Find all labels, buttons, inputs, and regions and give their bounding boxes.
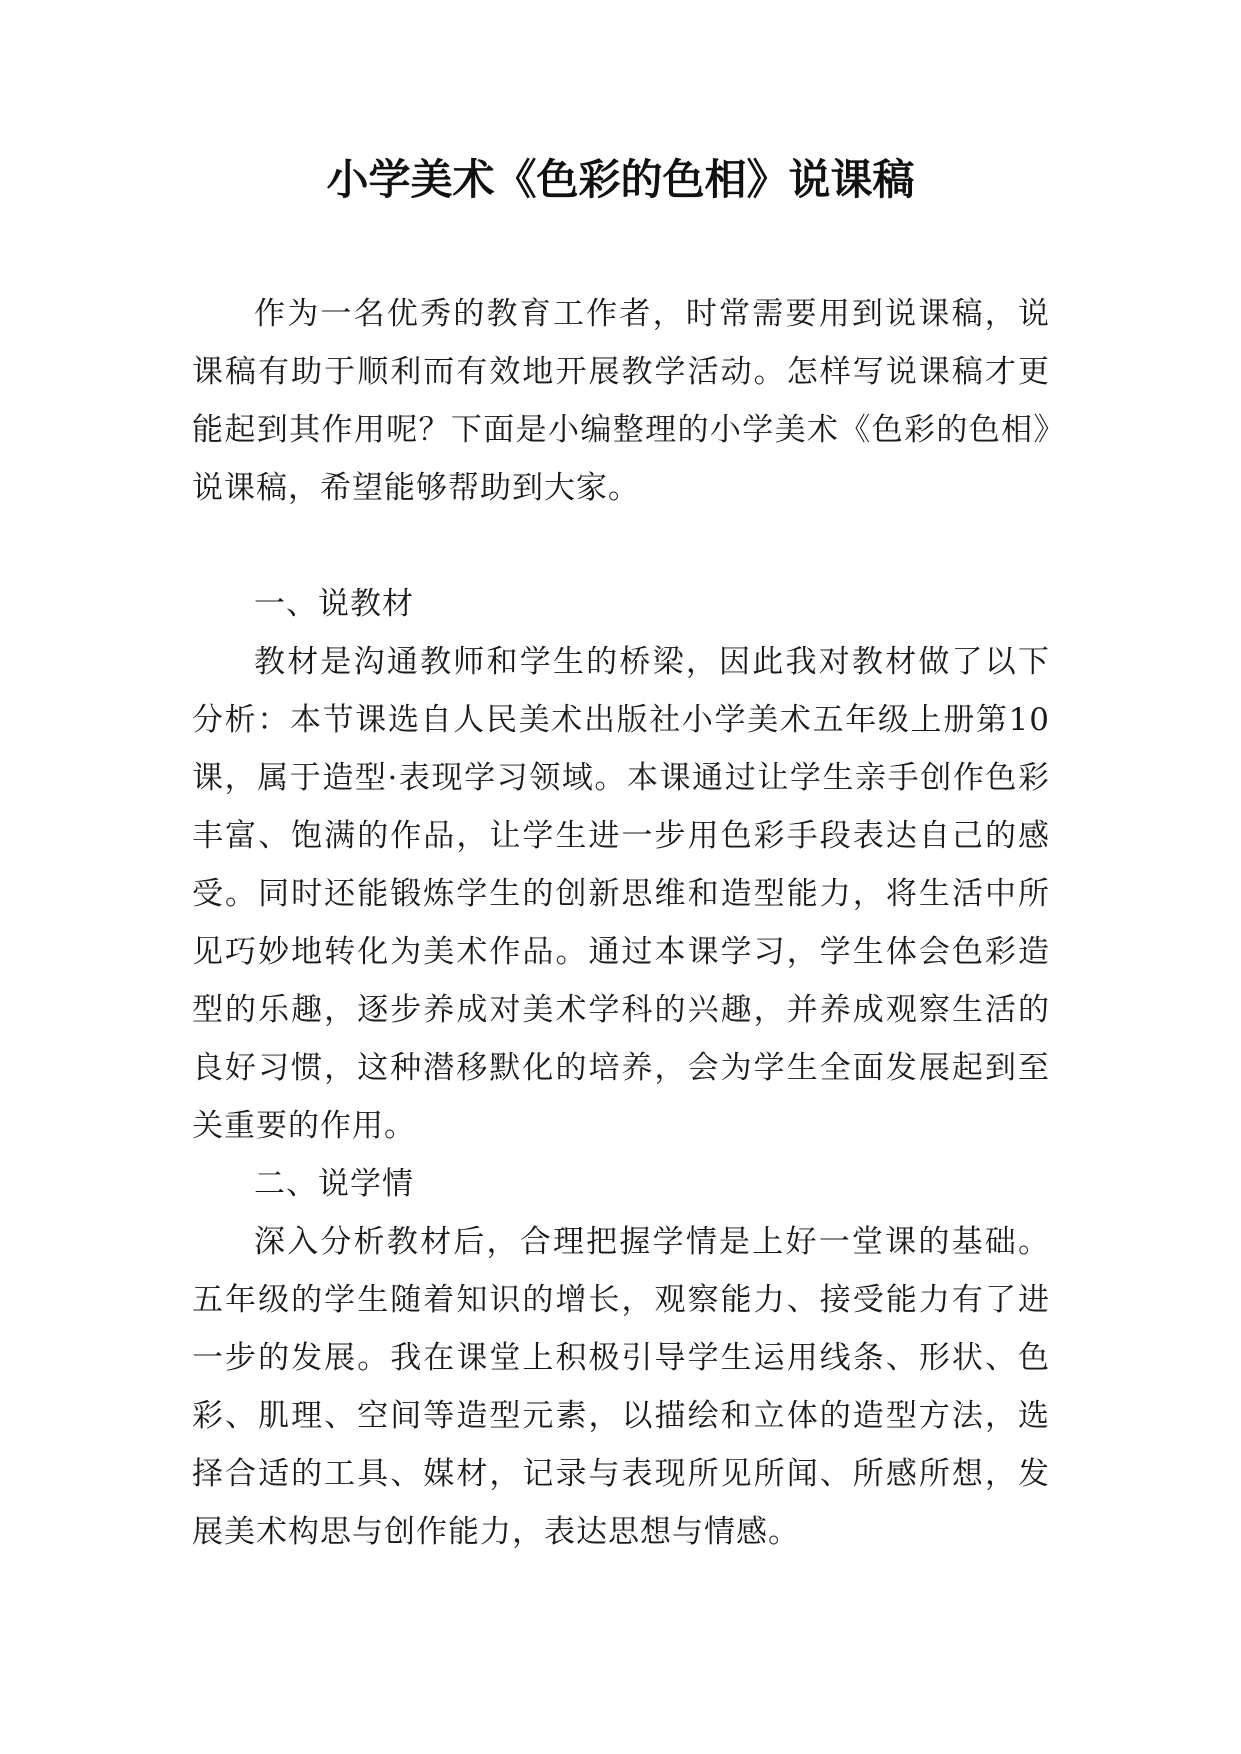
section-paragraph-textbook: 教材是沟通教师和学生的桥梁，因此我对教材做了以下分析：本节课选自人民美术出版社小学美术五年级上册第10课，属于造型·表现学习领域。本课通过让学生亲手创作色彩丰富、饱满的作品，让学生进一步用色彩手段表达自己的感受。同时还能锻炼学生的创新思维和造型能力，将生活中所见巧妙地转化为美术作品。通过本课学习，学生体会色彩造型的乐趣，逐步养成对美术学科的兴趣，并养成观察生活的良好习惯，这种潜移默化的培养，会为学生全面发展起到至关重要的作用。 [192,644,1050,1144]
intro-paragraph: 作为一名优秀的教育工作者，时常需要用到说课稿，说课稿有助于顺利而有效地开展教学活动。怎样写说课稿才更能起到其作用呢？下面是小编整理的小学美术《色彩的色相》说课稿，希望能够帮助到大家。 [192,296,1050,506]
intro-block [192,285,1050,517]
section-heading-students: 二、说学情 [254,1166,414,1202]
section-paragraph-students: 深入分析教材后，合理把握学情是上好一堂课的基础。五年级的学生随着知识的增长，观察能力、接受能力有了进一步的发展。我在课堂上积极引导学生运用线条、形状、色彩、肌理、空间等造型元素，以描绘和立体的造型方法，选择合适的工具、媒材，记录与表现所见所闻、所感所想，发展美术构思与创作能力，表达思想与情感。 [192,1224,1050,1550]
document-title: 小学美术《色彩的色相》说课稿 [326,155,915,204]
sections-block [192,575,1050,1561]
section-heading-textbook: 一、说教材 [254,586,414,622]
